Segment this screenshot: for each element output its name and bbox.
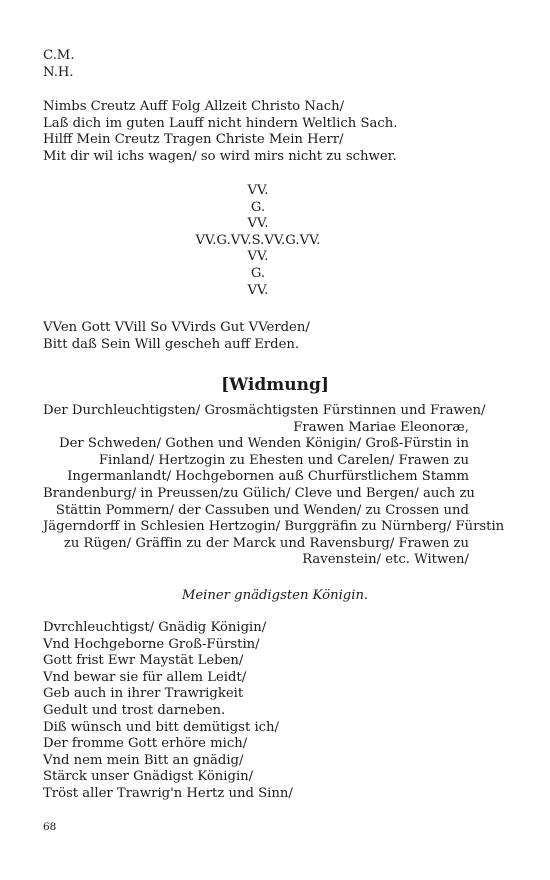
sigla-line: N.H. bbox=[43, 64, 74, 80]
second-motto-verse bbox=[43, 320, 473, 353]
dedication-line: Brandenburg/ in Preussen/zu Gülich/ Cleve und Bergen/ auch zu bbox=[43, 485, 475, 501]
dedication-line: Ingermanlandt/ Hochgebornen auß Churfürstlichem Stamm bbox=[67, 469, 469, 485]
verse-line: Nimbs Creutz Auff Folg Allzeit Christo Nach/ bbox=[43, 99, 345, 114]
dedication-line: Der Schweden/ Gothen und Wenden Königin/ Groß-Fürstin in bbox=[59, 436, 469, 452]
figure-line: G. bbox=[250, 265, 266, 281]
verse-line: Hilff Mein Creutz Tragen Christe Mein Herr/ bbox=[43, 132, 344, 148]
poem-line: Tröst aller Trawrig'n Hertz und Sinn/ bbox=[43, 785, 293, 801]
figure-line: VV. bbox=[247, 183, 269, 198]
figure-line: VV.G.VV.S.VV.G.VV. bbox=[195, 232, 321, 248]
dedication-line: Finland/ Hertzogin zu Ehesten und Carelen/ Frawen zu bbox=[98, 452, 469, 468]
poem-line: Stärck unser Gnädigst Königin/ bbox=[43, 769, 254, 785]
poem-line: Dvrchleuchtigst/ Gnädig Königin/ bbox=[43, 620, 267, 635]
page-number: 68 bbox=[43, 821, 57, 833]
dedication-line: Ravenstein/ etc. Witwen/ bbox=[302, 552, 469, 568]
dedication-line: Frawen Mariae Eleonoræ, bbox=[293, 419, 469, 435]
poem-line: Vnd bewar sie für allem Leidt/ bbox=[43, 669, 247, 685]
figure-line: VV. bbox=[247, 216, 269, 232]
verse-line: Bitt daß Sein Will gescheh auff Erden. bbox=[43, 336, 300, 352]
sigla-line: C.M. bbox=[43, 48, 75, 63]
verse-line: Laß dich im guten Lauff nicht hindern Weltlich Sach. bbox=[43, 115, 398, 131]
poem-line: Gedult und trost darneben. bbox=[43, 702, 226, 718]
poem-line: Vnd nem mein Bitt an gnädig/ bbox=[43, 752, 244, 768]
dedication-line: zu Rügen/ Gräffin zu der Marck und Ravensburg/ Frawen zu bbox=[63, 535, 469, 551]
dedication-poem bbox=[43, 620, 473, 803]
dedication-line: Der Durchleuchtigsten/ Grosmächtigsten Fürstinnen und Frawen/ bbox=[43, 403, 486, 418]
poem-line: Diß wünsch und bitt demütigst ich/ bbox=[43, 719, 279, 735]
figure-line: VV. bbox=[247, 249, 269, 265]
verse-line: VVen Gott VVill So VVirds Gut VVerden/ bbox=[43, 320, 310, 335]
section-heading: [Widmung] bbox=[221, 375, 329, 395]
salutation: Meiner gnädigsten Königin. bbox=[181, 588, 369, 603]
figure-line: VV. bbox=[247, 282, 269, 298]
poem-line: Der fromme Gott erhöre mich/ bbox=[43, 736, 248, 752]
vv-cross-figure bbox=[43, 183, 473, 299]
acrostic-motto-verse bbox=[43, 99, 473, 165]
dedication-line: Jägerndorff in Schlesien Hertzogin/ Burggräfin zu Nürnberg/ Fürstin bbox=[43, 519, 505, 535]
dedication-address bbox=[43, 403, 505, 569]
sigla-block bbox=[43, 48, 473, 81]
verse-line: Mit dir wil ichs wagen/ so wird mirs nicht zu schwer. bbox=[43, 148, 397, 164]
dedication-line: Stättin Pommern/ der Cassuben und Wenden/ zu Crossen und bbox=[55, 502, 469, 518]
figure-line: G. bbox=[250, 199, 266, 215]
poem-line: Geb auch in ihrer Trawrigkeit bbox=[43, 686, 244, 702]
poem-line: Gott frist Ewr Maystät Leben/ bbox=[43, 653, 244, 669]
poem-line: Vnd Hochgeborne Groß-Fürstin/ bbox=[43, 636, 260, 652]
